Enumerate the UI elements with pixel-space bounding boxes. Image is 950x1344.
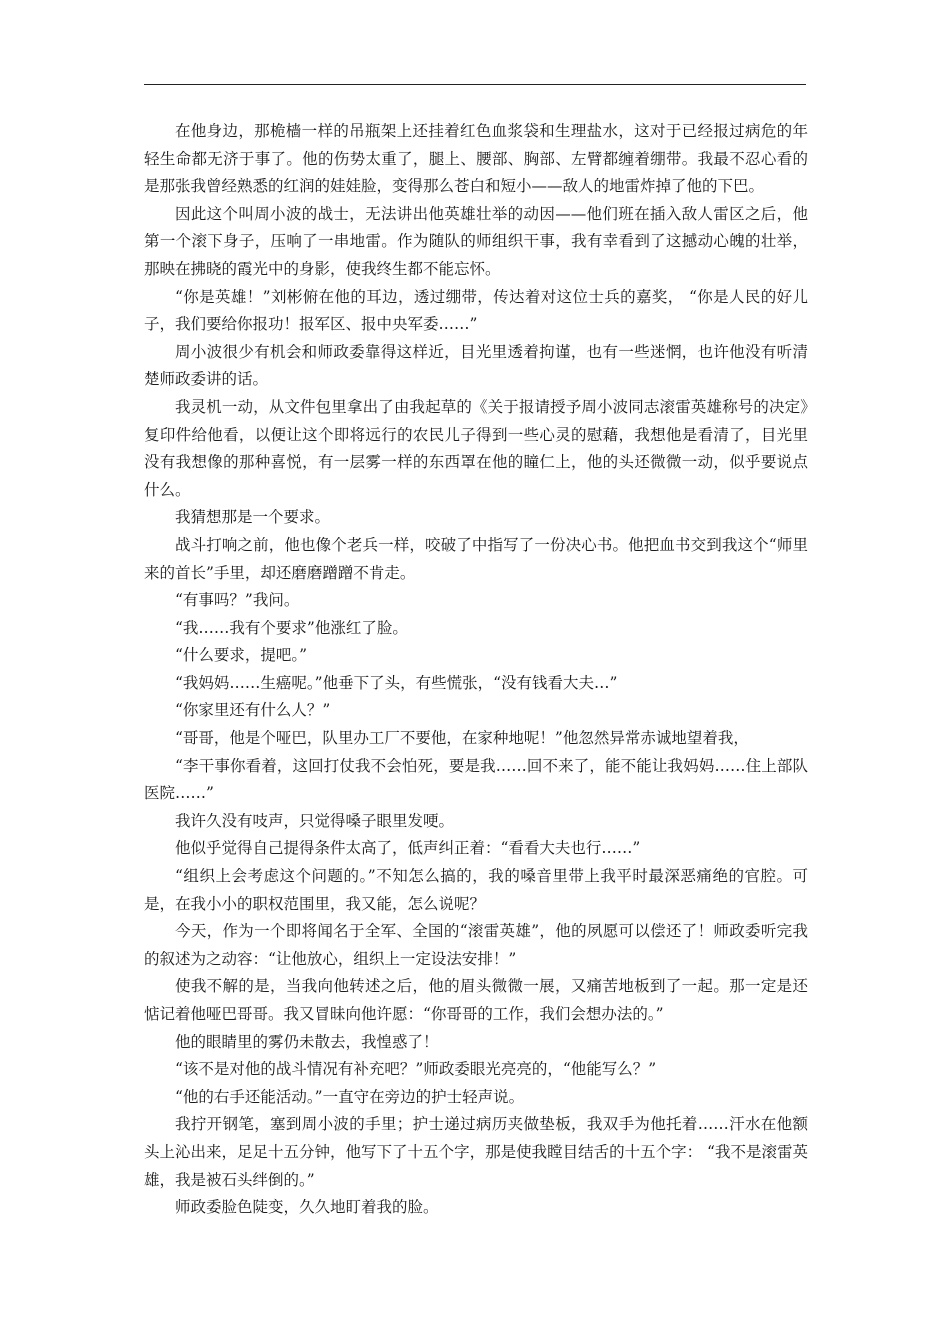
paragraph: 我拧开钢笔，塞到周小波的手里；护士递过病历夹做垫板，我双手为他托着……汗水在他额头上沁出来，足足十五分钟，他写下了十五个字，那是使我瞠目结舌的十五个字： “我不是滚雷英雄，我是被石头绊倒的。” bbox=[144, 1115, 808, 1189]
paragraph: “我妈妈……生癌呢。”他垂下了头，有些慌张，“没有钱看大夫…” bbox=[175, 673, 618, 692]
paragraph: “你家里还有什么人？” bbox=[175, 701, 331, 720]
paragraph: 使我不解的是，当我向他转述之后，他的眉头微微一展，又痛苦地板到了一起。那一定是还惦记着他哑巴哥哥。我又冒昧向他许愿：“你哥哥的工作，我们会想办法的。” bbox=[144, 977, 808, 1023]
paragraph: 师政委脸色陡变，久久地盯着我的脸。 bbox=[175, 1198, 439, 1217]
paragraph: “你是英雄！”刘彬俯在他的耳边，透过绷带，传达着对这位士兵的嘉奖， “你是人民的好儿子，我们要给你报功！报军区、报中央军委……” bbox=[144, 287, 808, 334]
paragraph: “有事吗？”我问。 bbox=[175, 591, 300, 610]
article-body bbox=[144, 118, 808, 1222]
paragraph: 我猜想那是一个要求。 bbox=[175, 508, 331, 527]
paragraph: 今天，作为一个即将闻名于全军、全国的“滚雷英雄”，他的夙愿可以偿还了！师政委听完我的叙述为之动容：“让他放心，组织上一定设法安排！” bbox=[144, 922, 808, 968]
header-rule bbox=[144, 84, 806, 85]
paragraph: 周小波很少有机会和师政委靠得这样近，目光里透着拘谨，也有一些迷惘，也许他没有听清楚师政委讲的话。 bbox=[144, 342, 808, 389]
paragraph: 他似乎觉得自己提得条件太高了，低声纠正着：“看看大夫也行……” bbox=[175, 839, 641, 858]
paragraph: “他的右手还能活动。”一直守在旁边的护士轻声说。 bbox=[175, 1087, 525, 1106]
paragraph: “什么要求，提吧。” bbox=[175, 646, 308, 665]
paragraph: “李干事你看着，这回打仗我不会怕死，要是我……回不来了，能不能让我妈妈……住上部队医院……” bbox=[144, 756, 808, 803]
paragraph: “组织上会考虑这个问题的。”不知怎么搞的，我的嗓音里带上我平时最深恶痛绝的官腔。可是，在我小小的职权范围里，我又能，怎么说呢？ bbox=[144, 867, 808, 913]
paragraph: 在他身边，那桅樯一样的吊瓶架上还挂着红色血浆袋和生理盐水，这对于已经报过病危的年轻生命都无济于事了。他的伤势太重了，腿上、腰部、胸部、左臂都缠着绷带。我最不忍心看的是那张我曾经熟悉的红润的娃娃脸，变得那么苍白和短小——敌人的地雷炸掉了他的下巴。 bbox=[144, 122, 808, 196]
paragraph: 因此这个叫周小波的战士，无法讲出他英雄壮举的动因——他们班在插入敌人雷区之后，他第一个滚下身子，压响了一串地雷。作为随队的师组织干事，我有幸看到了这撼动心魄的壮举，那映在拂晓的霞光中的身影，使我终生都不能忘怀。 bbox=[144, 204, 808, 278]
paragraph: “我……我有个要求”他涨红了脸。 bbox=[175, 618, 408, 637]
paragraph: 我许久没有吱声，只觉得嗓子眼里发哽。 bbox=[175, 811, 455, 830]
paragraph: 我灵机一动，从文件包里拿出了由我起草的《关于报请授予周小波同志滚雷英雄称号的决定》复印件给他看，以便让这个即将远行的农民儿子得到一些心灵的慰藉，我想他是看清了，目光里没有我想像的那种喜悦，有一层雾一样的东西罩在他的瞳仁上，他的头还微微一动，似乎要说点什么。 bbox=[144, 397, 808, 499]
paragraph: 战斗打响之前，他也像个老兵一样，咬破了中指写了一份决心书。他把血书交到我这个“师里来的首长”手里，却还磨磨蹭蹭不肯走。 bbox=[144, 535, 808, 582]
paragraph: 他的眼睛里的雾仍未散去，我惶惑了！ bbox=[175, 1032, 439, 1051]
paragraph: “该不是对他的战斗情况有补充吧？”师政委眼光亮亮的，“他能写么？” bbox=[175, 1060, 657, 1079]
paragraph: “哥哥，他是个哑巴，队里办工厂不要他，在家种地呢！”他忽然异常赤诚地望着我， bbox=[175, 729, 749, 748]
